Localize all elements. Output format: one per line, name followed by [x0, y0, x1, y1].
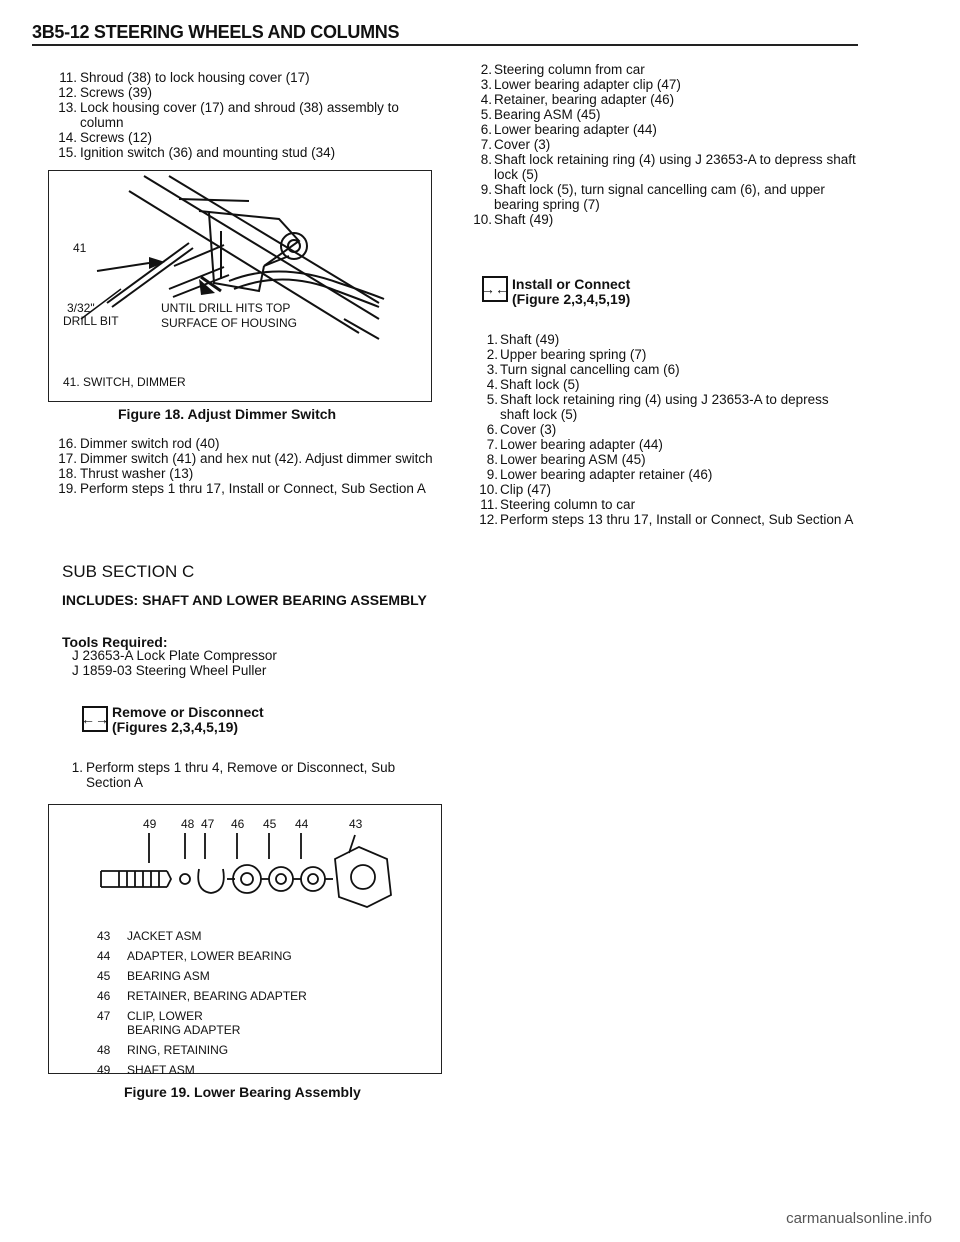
page-header-title: 3B5-12 STEERING WHEELS AND COLUMNS: [32, 22, 400, 42]
list-item: 16. Dimmer switch rod (40): [58, 436, 220, 451]
list-item: 17. Dimmer switch (41) and hex nut (42). Adjust dimmer switch: [58, 451, 433, 466]
list-item: 10. Shaft (49): [473, 212, 554, 227]
remove-disconnect-title: Remove or Disconnect: [112, 704, 264, 720]
figure-19-frame: [48, 804, 442, 1077]
figure-18-caption: Figure 18. Adjust Dimmer Switch: [118, 406, 337, 422]
list-item: 12. Perform steps 13 thru 17, Install or Connect, Sub Section A: [479, 512, 854, 527]
callout-bit-size: 3/32": [67, 301, 95, 315]
list-item: 1. Perform steps 1 thru 4, Remove or Disconnect, Sub Section A: [71, 760, 396, 790]
list-item: 19. Perform steps 1 thru 17, Install or Connect, Sub Section A: [58, 481, 426, 496]
includes-line: INCLUDES: SHAFT AND LOWER BEARING ASSEMBLY: [62, 592, 427, 608]
note-line-2: SURFACE OF HOUSING: [161, 316, 298, 330]
list-item: 11. Steering column to car: [480, 497, 636, 512]
figure-19-legend: [97, 929, 417, 1077]
part-number-49: 49: [143, 817, 157, 831]
part-number-47: 47: [201, 817, 215, 831]
list-item: 3. Lower bearing adapter clip (47): [480, 77, 681, 92]
dimmer-switch-illustration: [49, 171, 431, 401]
lower-bearing-assembly-illustration: [49, 829, 441, 929]
figure-18-legend: 41. SWITCH, DIMMER: [63, 375, 186, 389]
part-number-46: 46: [231, 817, 245, 831]
remove-disconnect-icon: ←→: [82, 706, 108, 732]
list-item: 4. Retainer, bearing adapter (46): [480, 92, 675, 107]
legend-row: 49 SHAFT ASM: [97, 1063, 195, 1077]
right-steps-top: [472, 62, 862, 227]
list-item: 8. Shaft lock retaining ring (4) using J 23653-A to depress shaft lock (5): [480, 152, 856, 182]
list-item: 10. Clip (47): [479, 482, 552, 497]
list-item: 6. Lower bearing adapter (44): [480, 122, 657, 137]
left-steps-mid: [56, 436, 436, 496]
list-item: 18. Thrust washer (13): [58, 466, 194, 481]
list-item: 6. Cover (3): [486, 422, 557, 437]
tool-item: J 1859-03 Steering Wheel Puller: [72, 663, 267, 678]
part-number-44: 44: [295, 817, 309, 831]
list-item: 14. Screws (12): [58, 130, 153, 145]
figure-18-frame: [48, 170, 432, 402]
part-number-48: 48: [181, 817, 195, 831]
list-item: 3. Turn signal cancelling cam (6): [486, 362, 680, 377]
list-item: 12. Screws (39): [58, 85, 153, 100]
install-connect-figures: (Figure 2,3,4,5,19): [512, 291, 631, 307]
remove-disconnect-figures: (Figures 2,3,4,5,19): [112, 719, 239, 735]
footer-watermark: carmanualsonline.info: [786, 1210, 932, 1227]
list-item: 7. Lower bearing adapter (44): [486, 437, 663, 452]
list-item: 11. Shroud (38) to lock housing cover (17): [59, 70, 310, 85]
list-item: 2. Steering column from car: [480, 62, 645, 77]
list-item: 7. Cover (3): [480, 137, 551, 152]
install-connect-title: Install or Connect: [512, 276, 631, 292]
sub-section-title: SUB SECTION C: [62, 562, 195, 581]
list-item: 5. Bearing ASM (45): [480, 107, 601, 122]
list-item: 15. Ignition switch (36) and mounting stud (34): [58, 145, 336, 160]
legend-row: 43 JACKET ASM: [97, 929, 202, 943]
legend-row: 48 RING, RETAINING: [97, 1043, 229, 1057]
install-connect-icon: →←: [482, 276, 508, 302]
list-item: 1. Shaft (49): [486, 332, 560, 347]
legend-row: 47 CLIP, LOWER BEARING ADAPTER: [97, 1009, 241, 1037]
list-item: 9. Lower bearing adapter retainer (46): [486, 467, 713, 482]
list-item: 9. Shaft lock (5), turn signal cancelling cam (6), and upper bearing spring (7): [480, 182, 825, 212]
left-steps-top: [56, 70, 436, 160]
remove-steps: [62, 760, 442, 790]
legend-row: 45 BEARING ASM: [97, 969, 210, 983]
list-item: 2. Upper bearing spring (7): [486, 347, 647, 362]
part-number-45: 45: [263, 817, 277, 831]
callout-41: 41: [73, 241, 87, 255]
list-item: 13. Lock housing cover (17) and shroud (38) assembly to column: [58, 100, 399, 130]
list-item: 4. Shaft lock (5): [486, 377, 580, 392]
list-item: 8. Lower bearing ASM (45): [486, 452, 646, 467]
figure-19-caption: Figure 19. Lower Bearing Assembly: [124, 1084, 361, 1100]
install-steps: [478, 332, 858, 527]
callout-drill-bit: DRILL BIT: [63, 314, 119, 328]
legend-row: 46 RETAINER, BEARING ADAPTER: [97, 989, 307, 1003]
list-item: 5. Shaft lock retaining ring (4) using J 23653-A to depress shaft lock (5): [486, 392, 829, 422]
legend-row: 44 ADAPTER, LOWER BEARING: [97, 949, 292, 963]
note-line-1: UNTIL DRILL HITS TOP: [161, 301, 291, 315]
tools-required-title: Tools Required:: [62, 634, 168, 650]
tool-item: J 23653-A Lock Plate Compressor: [72, 648, 277, 663]
header-rule: [32, 44, 858, 46]
part-number-43: 43: [349, 817, 363, 831]
